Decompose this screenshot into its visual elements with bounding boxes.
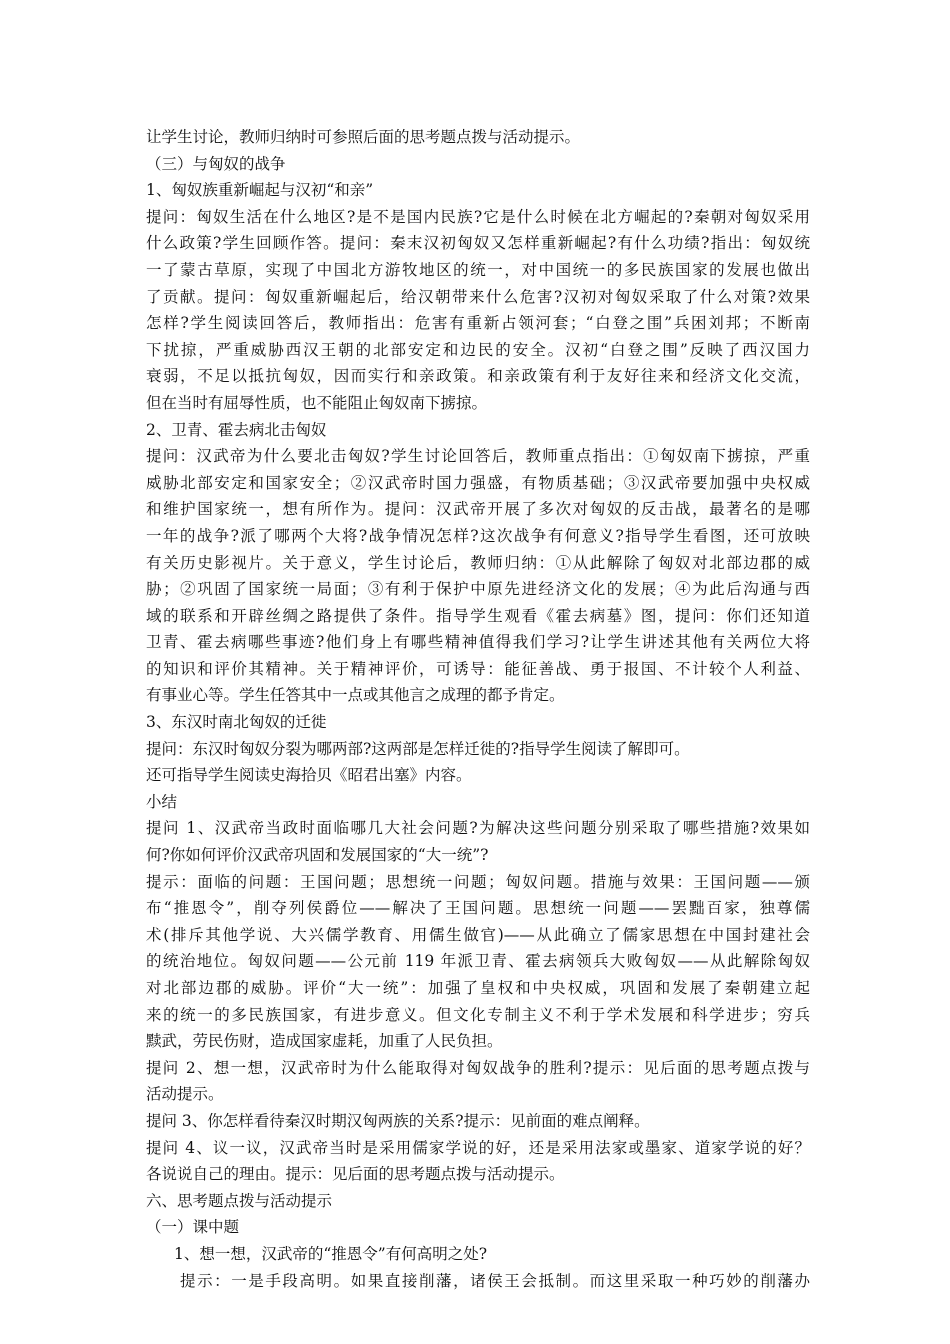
text-line: 黩武，劳民伤财，造成国家虚耗，加重了人民负担。	[146, 1032, 503, 1051]
text-line: 什么政策?学生回顾作答。提问：秦末汉初匈奴又怎样重新崛起?有什么功绩?指出：匈奴统	[146, 234, 810, 253]
subsection-heading: 1、匈奴族重新崛起与汉初“和亲”	[146, 181, 374, 200]
text-line: 衰弱，不足以抵抗匈奴，因而实行和亲政策。和亲政策有利于友好往来和经济文化交流，	[146, 367, 810, 386]
section-heading: （三）与匈奴的战争	[146, 154, 286, 173]
text-line: 提问：汉武帝为什么要北击匈奴?学生讨论回答后，教师重点指出：①匈奴南下掳掠，严重	[146, 447, 810, 466]
text-line: 下扰掠，严重威胁西汉王朝的北部安定和边民的安全。汉初“白登之围”反映了西汉国力	[146, 340, 810, 359]
summary-heading: 小结	[146, 792, 178, 811]
text-line: 提问：东汉时匈奴分裂为哪两部?这两部是怎样迁徙的?指导学生阅读了解即可。	[146, 739, 690, 758]
text-line: 的知识和评价其精神。关于精神评价，可诱导：能征善战、勇于报国、不计较个人利益、	[146, 659, 810, 678]
text-line: 活动提示。	[146, 1085, 224, 1104]
text-line: 提问：匈奴生活在什么地区?是不是国内民族?它是什么时候在北方崛起的?秦朝对匈奴采用	[146, 207, 810, 226]
text-line: 提问 2、想一想，汉武帝时为什么能取得对匈奴战争的胜利?提示：见后面的思考题点拨与	[146, 1058, 810, 1077]
text-line: 何?你如何评价汉武帝巩固和发展国家的“大一统”?	[146, 846, 489, 865]
text-line: 怎样?学生阅读回答后，教师指出：危害有重新占领河套；“白登之围”兵困刘邦；不断南	[146, 314, 810, 333]
text-line: 术(排斥其他学说、大兴儒学教育、用儒生做官)——从此确立了儒家思想在中国封建社会	[146, 925, 810, 944]
text-line: 提示：一是手段高明。如果直接削藩，诸侯王会抵制。而这里采取一种巧妙的削藩办	[180, 1271, 810, 1290]
text-line: 和维护国家统一，想有所作为。提问：汉武帝开展了多次对匈奴的反击战，最著名的是哪	[146, 500, 810, 519]
text-line: 有事业心等。学生任答其中一点或其他言之成理的都予肯定。	[146, 686, 565, 705]
text-line: 提问 3、你怎样看待秦汉时期汉匈两族的关系?提示：见前面的难点阐释。	[146, 1111, 650, 1130]
text-line: 但在当时有屈辱性质，也不能阻止匈奴南下掳掠。	[146, 393, 488, 412]
text-line: 卫青、霍去病哪些事迹?他们身上有哪些精神值得我们学习?让学生讲述其他有关两位大将	[146, 633, 810, 652]
text-line: 提问 4、议一议，汉武帝当时是采用儒家学说的好，还是采用法家或墨家、道家学说的好？	[146, 1138, 810, 1157]
text-line: 对北部边郡的威胁。评价“大一统”：加强了皇权和中央权威，巩固和发展了秦朝建立起	[146, 979, 810, 997]
text-line: 一了蒙古草原，实现了中国北方游牧地区的统一，对中国统一的多民族国家的发展也做出	[146, 260, 810, 279]
text-line: 布“推恩令”，削夺列侯爵位——解决了王国问题。思想统一问题——罢黜百家，独尊儒	[146, 899, 810, 918]
section-heading: 六、思考题点拨与活动提示	[146, 1191, 333, 1210]
text-line: 威胁北部安定和国家安全；②汉武帝时国力强盛，有物质基础；③汉武帝要加强中央权威	[146, 473, 810, 492]
subsection-heading: 3、东汉时南北匈奴的迁徙	[146, 713, 327, 732]
text-line: 胁；②巩固了国家统一局面；③有利于保护中原先进经济文化的发展；④为此后沟通与西	[146, 580, 810, 599]
text-line: 提问 1、汉武帝当政时面临哪几大社会问题?为解决这些问题分别采取了哪些措施?效果如	[146, 819, 810, 838]
text-line: 了贡献。提问：匈奴重新崛起后，给汉朝带来什么危害?汉初对匈奴采取了什么对策?效果	[146, 287, 810, 306]
text-line: 的统治地位。匈奴问题——公元前 119 年派卫青、霍去病领兵大败匈奴——从此解除匈奴	[146, 952, 810, 971]
text-line: 有关历史影视片。关于意义，学生讨论后，教师归纳：①从此解除了匈奴对北部边郡的威	[146, 553, 810, 572]
text-line: 还可指导学生阅读史海拾贝《昭君出塞》内容。	[146, 766, 472, 785]
text-line: 来的统一的多民族国家，有进步意义。但文化专制主义不利于学术发展和科学进步；穷兵	[146, 1005, 810, 1024]
text-line: 让学生讨论，教师归纳时可参照后面的思考题点拨与活动提示。	[146, 128, 581, 146]
text-line: 一年的战争?派了哪两个大将?战争情况怎样?这次战争有何意义?指导学生看图，还可放映	[146, 526, 810, 545]
text-line: 各说说自己的理由。提示：见后面的思考题点拨与活动提示。	[146, 1165, 565, 1184]
question-line: 1、想一想，汉武帝的“推恩令”有何高明之处?	[174, 1244, 488, 1263]
text-line: 提示：面临的问题：王国问题；思想统一问题；匈奴问题。措施与效果：王国问题——颁	[146, 872, 810, 891]
subsection-heading: （一）课中题	[146, 1218, 240, 1237]
document-page	[146, 124, 810, 1294]
text-line: 域的联系和开辟丝绸之路提供了条件。指导学生观看《霍去病墓》图，提问：你们还知道	[146, 606, 810, 625]
subsection-heading: 2、卫青、霍去病北击匈奴	[146, 420, 327, 439]
